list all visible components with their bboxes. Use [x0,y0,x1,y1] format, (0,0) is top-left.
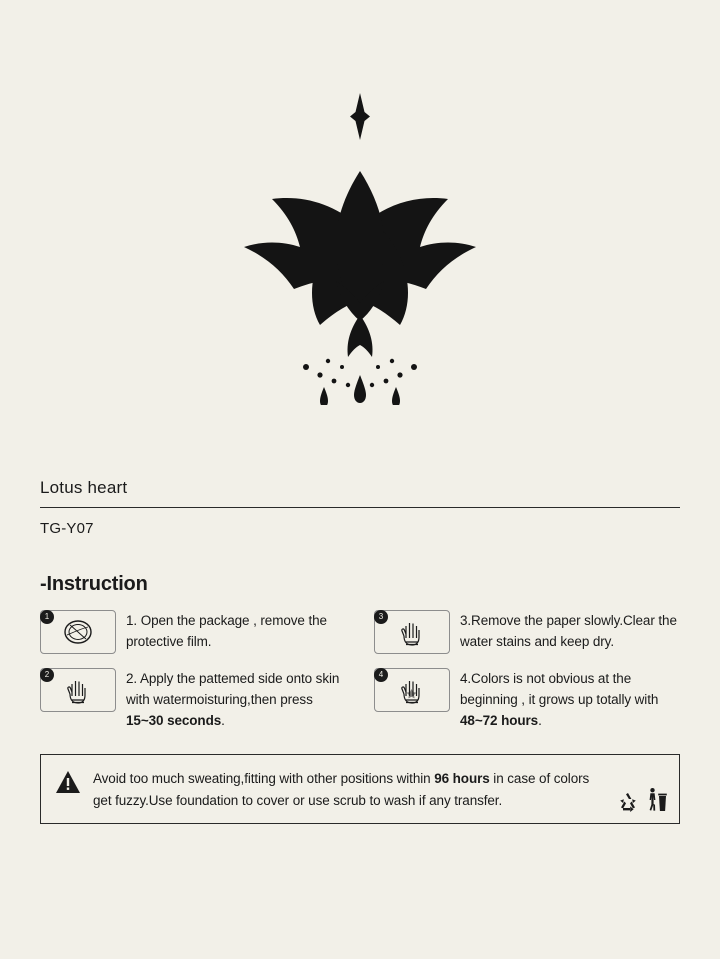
step-2-text-tail: . [221,712,225,728]
artwork-area [40,0,680,470]
recycle-icon [617,791,639,813]
page-title: Lotus heart [40,478,680,508]
instruction-step-3 [374,610,680,654]
step-2-text [126,668,346,732]
lotus-flower-tattoo-artwork [210,75,510,405]
step-3-text-part: 3.Remove the paper slowly.Clear the water stains and keep dry. [460,613,677,649]
warning-text-part: Avoid too much sweating,fitting with other positions within [93,770,435,786]
step-2-text-bold: 15~30 seconds [126,712,222,728]
warning-box [40,754,680,825]
warning-text [93,768,665,812]
step-2-text-part: 2. Apply the pattemed side onto skin with watermoisturing,then press [126,671,340,707]
hand-tattoo-icon [375,669,449,711]
package-film-icon [41,611,115,653]
step-1-text-part: 1. Open the package , remove the protective film. [126,613,327,649]
step-2-thumbnail [40,668,116,712]
product-code: TG-Y07 [40,520,94,537]
step-3-text [460,610,680,653]
step-1-number: 1 [40,610,54,624]
step-4-thumbnail [374,668,450,712]
instruction-step-4 [374,668,680,732]
hand-peel-icon [375,611,449,653]
step-4-text [460,668,680,732]
warning-text-bold: 96 hours [434,770,490,786]
step-1-thumbnail [40,610,116,654]
instruction-steps [40,610,680,732]
warning-text-tail: in case of colors get fuzzy.Use foundation to cover or use scrub to wash if any transfer. [93,770,590,808]
warning-marks [617,787,667,813]
dispose-in-bin-icon [647,787,667,813]
step-4-text-part: 4.Colors is not obvious at the beginning , it grows up totally with [460,671,659,707]
instruction-step-2 [40,668,346,732]
step-2-number: 2 [40,668,54,682]
instruction-heading: -Instruction [40,573,148,595]
instruction-step-1 [40,610,346,654]
step-3-thumbnail [374,610,450,654]
hand-water-icon [41,669,115,711]
step-4-text-tail: . [538,712,542,728]
step-4-number: 4 [374,668,388,682]
step-1-text [126,610,346,653]
step-4-text-bold: 48~72 hours [460,712,539,728]
title-block [40,478,680,547]
step-3-number: 3 [374,610,388,624]
warning-triangle-icon [55,770,81,799]
